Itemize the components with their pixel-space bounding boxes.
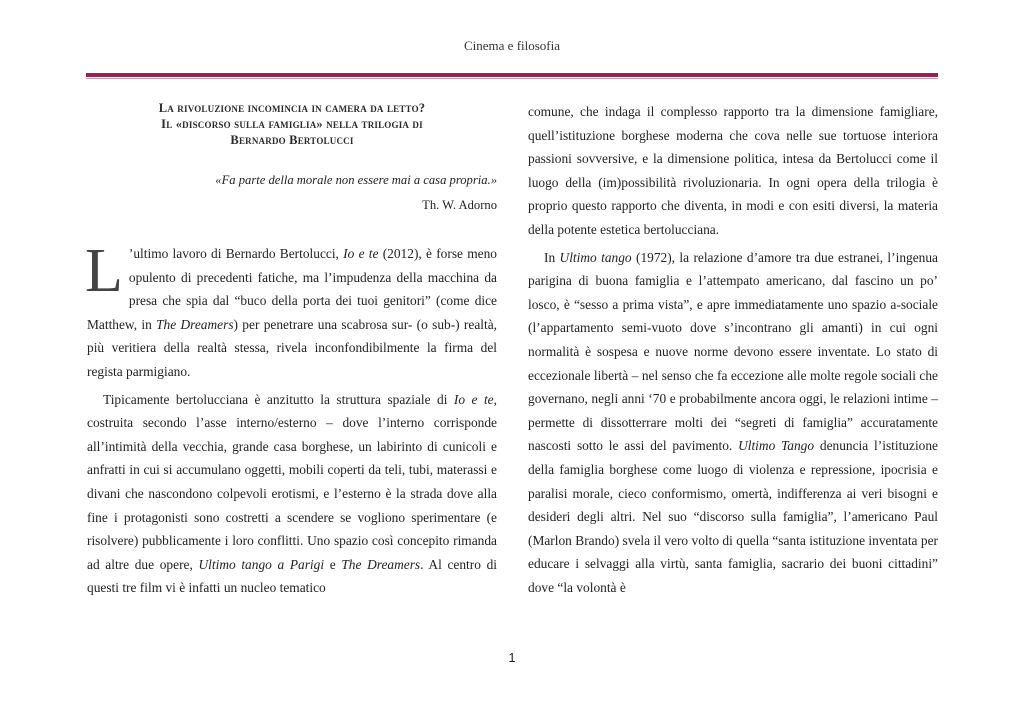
paragraph-2 [87,388,497,600]
page-number: 1 [508,650,516,665]
film-title: Io e te [343,246,379,261]
article-title [87,100,497,148]
drop-cap: L [85,237,123,305]
text-run: In [544,249,560,265]
title-line-3: Bernardo Bertolucci [230,133,354,147]
paragraph-4 [528,246,938,600]
text-run: , costruita secondo l’asse interno/esterno – dove l’interno corrisponde all’intimità della vecchia, grande casa borghese, un labirinto di cunicoli e anfratti in cui si accumulano oggetti, mobili coperti da teli, tubi, materassi e divani che nascondono colpevoli erotismi, e l’esterno è la strada dove alla fine i protagonisti sono costretti a scendere se vogliono sperimentare (e risolvere) pubblicamente i loro conflitti. Uno spazio così concepito rimanda ad altre due opere, [87,391,497,572]
text-run: ) per penetrare una scabrosa sur- (o sub-) realtà, più veritiera della realtà stessa, rivela inconfondibilmente la firma del regista parmigiano. [87,316,498,379]
header-rule-thin [86,78,938,79]
paragraph-3: comune, che indaga il complesso rapporto tra la dimensione famigliare, quell’istituzione borghese moderna che cova nelle sue tortuose interiora passioni sovversive, e la dimensione politica, intesa da Bertolucci come il luogo della (im)possibilità rivoluzionaria. In ogni opera della trilogia è proprio questo rapporto che diventa, in modi e con esiti diversi, la materia della potente estetica bertolucciana. [528,104,938,237]
text-run: denuncia l’istituzione della famiglia borghese come luogo di violenza e repressione, ipocrisia e paralisi morale, cieco conformismo, omertà, indifferenza ai veri bisogni e desideri degli altri. Nel suo “discorso sulla famiglia”, l’americano Paul (Marlon Brando) svela il vero volto di quella “santa istituzione inventata per educare i selvaggi alla virtù, santa famiglia, sacrario dei buoni cittadini” dove “la volontà è [528,438,939,595]
right-column [528,100,938,599]
film-title: Ultimo tango [559,249,632,265]
running-head: Cinema e filosofia [463,38,561,53]
left-column [87,100,497,600]
film-title: The Dreamers [156,316,234,332]
title-line-2: Il «discorso sulla famiglia» nella trilogia di [161,117,423,131]
film-title: The Dreamers [341,556,421,572]
text-run: (2012), è forse meno opulento di precedenti fatiche, ma l’impudenza della macchina da presa che spia dal “buco della porta dei tuoi genitori” (come dice Matthew, in [87,246,497,332]
text-run: . Al centro di questi tre film vi è infatti un nucleo tematico [87,556,498,596]
epigraph-quote: «Fa parte della morale non essere mai a casa propria.» [215,173,497,187]
text-run: (1972), la relazione d’amore tra due estranei, l’ingenua parigina di buona famiglia e l’attempato americano, dal fascino un po’ losco, è “sesso a prima vista”, e apre immediatamente uno spazio a-sociale (l’appartamento semi-vuoto dove s’incontrano gli amanti) in cui ogni normalità è sospesa e nuove norme devono essere inventate. Lo stato di eccezionale libertà – nel senso che fa eccezione alle molte regole sociali che governano, negli anni ‘70 e probabilmente ancora oggi, le relazioni intime – permette di dissotterrare molti dei “segreti di famiglia” accuratamente nascosti sotto le assi del pavimento. [528,249,938,454]
film-title: Ultimo tango a Parigi [198,556,325,572]
header-rule [86,73,938,77]
film-title: Ultimo Tango [738,438,815,454]
epigraph-author: Th. W. Adorno [422,198,497,212]
text-run: ’ultimo lavoro di Bernardo Bertolucci, [128,246,344,261]
text-run: e [324,556,342,572]
title-line-1: La rivoluzione incomincia in camera da letto? [158,101,426,115]
film-title: Io e te [453,391,494,407]
epigraph [87,168,497,218]
text-run: Tipicamente bertolucciana è anzitutto la struttura spaziale di [103,391,454,407]
paragraph-1 [85,237,498,384]
